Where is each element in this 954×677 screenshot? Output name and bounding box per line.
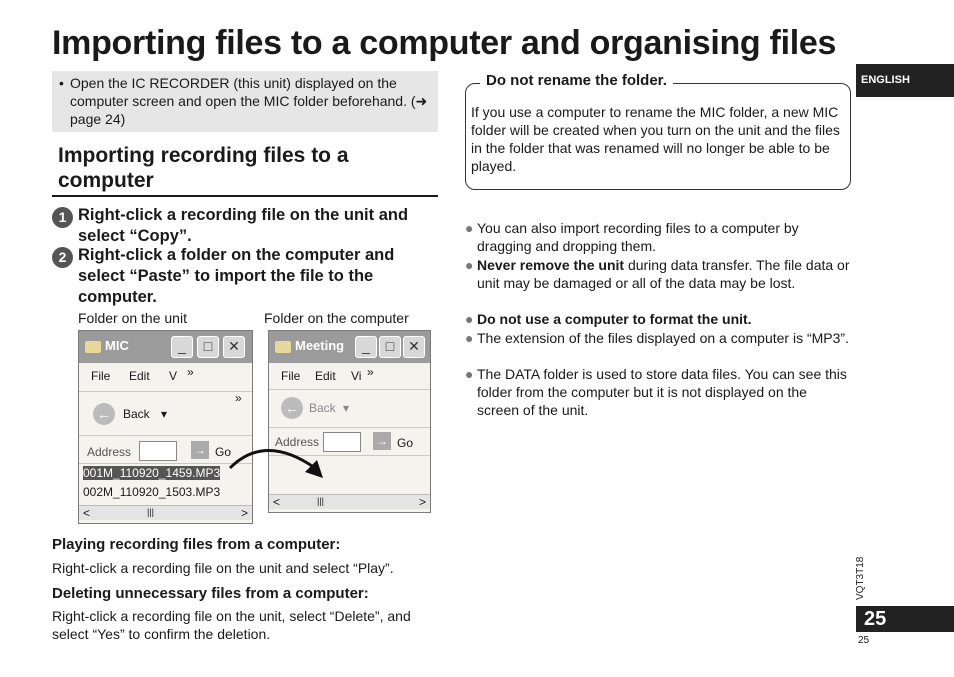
menu-view[interactable]: V xyxy=(169,369,178,383)
deleting-heading: Deleting unnecessary files from a computer: xyxy=(52,585,369,602)
go-arrow-icon[interactable]: → xyxy=(373,432,391,450)
bullet-dot: ● xyxy=(465,366,474,382)
address-label: Address xyxy=(87,445,132,459)
copy-arrow-icon xyxy=(225,438,335,488)
bullet-dot: ● xyxy=(465,220,474,236)
folder-icon xyxy=(275,341,291,353)
playing-text: Right-click a recording file on the unit and select “Play”. xyxy=(52,560,394,576)
computer-window-titlebar xyxy=(269,331,430,363)
scroll-right-icon[interactable]: > xyxy=(418,495,426,509)
address-divider xyxy=(79,435,252,436)
caption-unit: Folder on the unit xyxy=(78,310,187,326)
maximize-button[interactable]: □ xyxy=(379,336,401,358)
page-title: Importing files to a computer and organising files xyxy=(52,24,837,62)
note-bullet: • xyxy=(59,75,64,91)
address-divider xyxy=(269,427,430,428)
step-1-number: 1 xyxy=(52,207,73,228)
address-combo[interactable] xyxy=(139,441,177,461)
unit-window-titlebar xyxy=(79,331,252,363)
scroll-left-icon[interactable]: < xyxy=(273,495,281,509)
bullet-text: during data transfer. The file data or unit may be damaged or all of the data may be lost. xyxy=(477,257,850,291)
unit-folder-window xyxy=(78,330,253,524)
scroll-thumb[interactable]: ||| xyxy=(317,496,325,506)
horizontal-scrollbar[interactable] xyxy=(79,505,252,520)
close-button[interactable]: ✕ xyxy=(223,336,245,358)
bullet-item xyxy=(465,310,850,328)
section-rule xyxy=(52,195,438,197)
back-arrow-icon[interactable]: ← xyxy=(93,403,115,425)
file-row[interactable]: 002M_110920_1503.MP3 xyxy=(83,485,221,499)
bullet-item xyxy=(465,329,850,347)
bullet-text: You can also import recording files to a computer by dragging and dropping them. xyxy=(477,220,799,254)
menu-file[interactable]: File xyxy=(281,369,301,383)
bullet-text: The DATA folder is used to store data files. You can see this folder from the computer but it is not displayed on the screen of the unit. xyxy=(477,366,847,418)
bullet-bold-text: Never remove the unit xyxy=(477,257,625,273)
address-label: Address xyxy=(275,435,320,449)
section-heading: Importing recording files to a computer xyxy=(58,144,349,192)
toolbar-more-icon[interactable]: » xyxy=(235,391,242,405)
language-tab: ENGLISH xyxy=(856,64,954,97)
step-2-number: 2 xyxy=(52,247,73,268)
scroll-left-icon[interactable]: < xyxy=(83,506,91,520)
page-number-badge: 25 xyxy=(856,606,954,632)
menu-edit[interactable]: Edit xyxy=(315,369,336,383)
back-arrow-icon[interactable]: ← xyxy=(281,397,303,419)
go-label[interactable]: Go xyxy=(397,436,414,450)
bullet-dot: ● xyxy=(465,330,474,346)
step-1-text: Right-click a recording file on the unit and select “Copy”. xyxy=(78,206,409,245)
computer-window-title: Meeting xyxy=(295,338,345,353)
caption-computer: Folder on the computer xyxy=(264,310,409,326)
scroll-thumb[interactable]: ||| xyxy=(147,507,155,517)
back-label[interactable]: Back xyxy=(123,407,150,421)
close-button[interactable]: ✕ xyxy=(403,336,425,358)
bullet-item xyxy=(465,256,850,292)
toolbar-divider xyxy=(79,391,252,392)
model-code: VQT3T18 xyxy=(855,556,866,600)
unit-window-title: MIC xyxy=(105,338,129,353)
horizontal-scrollbar[interactable] xyxy=(269,494,430,509)
note-text: Open the IC RECORDER (this unit) displayed on the computer screen and open the MIC folder beforehand. (➜ page 24) xyxy=(70,75,428,127)
deleting-text: Right-click a recording file on the unit, select “Delete”, and select “Yes” to confirm the deletion. xyxy=(52,608,411,642)
bullet-dot: ● xyxy=(465,257,474,273)
menu-edit[interactable]: Edit xyxy=(129,369,150,383)
minimize-button[interactable]: _ xyxy=(355,336,377,358)
back-dropdown-icon[interactable]: ▾ xyxy=(343,401,350,415)
menu-more-icon[interactable]: » xyxy=(187,365,194,379)
playing-heading: Playing recording files from a computer: xyxy=(52,536,341,553)
back-label[interactable]: Back xyxy=(309,401,336,415)
bullet-text: The extension of the files displayed on a computer is “MP3”. xyxy=(477,330,849,346)
step-2-text: Right-click a folder on the computer and select “Paste” to import the file to the computer. xyxy=(78,246,395,306)
scroll-right-icon[interactable]: > xyxy=(240,506,248,520)
bullet-bold-text: Do not use a computer to format the unit. xyxy=(477,311,752,327)
go-label[interactable]: Go xyxy=(215,445,232,459)
menu-view[interactable]: Vi xyxy=(351,369,362,383)
go-arrow-icon[interactable]: → xyxy=(191,441,209,459)
folder-icon xyxy=(85,341,101,353)
menu-more-icon[interactable]: » xyxy=(367,365,374,379)
toolbar-divider xyxy=(269,389,430,390)
page-number-small: 25 xyxy=(858,635,870,646)
minimize-button[interactable]: _ xyxy=(171,336,193,358)
file-row[interactable]: 001M_110920_1459.MP3 xyxy=(83,466,221,480)
maximize-button[interactable]: □ xyxy=(197,336,219,358)
menu-file[interactable]: File xyxy=(91,369,111,383)
rename-warning-title: Do not rename the folder. xyxy=(480,72,673,89)
rename-warning-text: If you use a computer to rename the MIC folder, a new MIC folder will be created when you turn on the unit and the files in the folder that was renamed will no longer be able to be played. xyxy=(471,104,840,174)
prerequisite-note xyxy=(52,71,438,132)
bullet-item xyxy=(465,219,850,255)
back-dropdown-icon[interactable]: ▾ xyxy=(161,407,168,421)
bullet-item xyxy=(465,365,850,419)
bullet-dot: ● xyxy=(465,311,474,327)
